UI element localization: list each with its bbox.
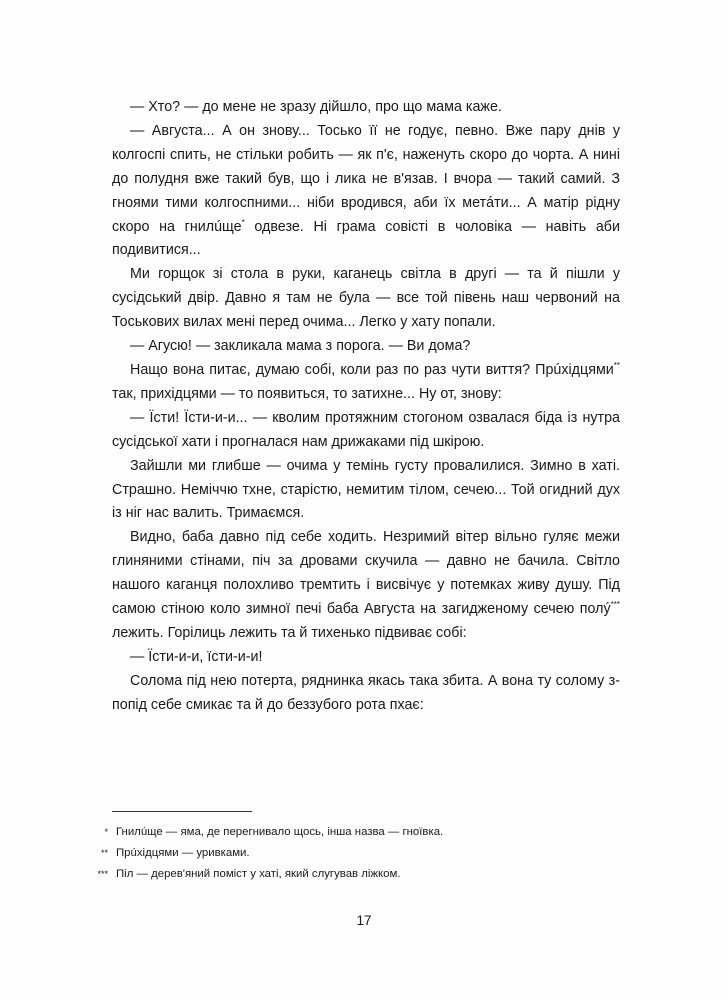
footnote-ref: * [241,217,245,227]
footnote [78,843,638,864]
body-text [112,96,620,718]
paragraph-text-tail: одвезе. Ні грама совісті в чоловіка — навіть аби подивитися... [112,218,620,259]
paragraph-text: Зайшли ми глибше — очима у темінь густу провалилися. Зимно в хаті. Страшно. Неміччю тхне, старістю, немитим тілом, сечею... Той огидний дух із ніг нас валить. Тримаємся. [112,457,620,522]
footnote-text: Гнилúще — яма, де перегнивало щось, інша назва — гноївка. [116,826,444,838]
footnote-mark: * [104,827,108,837]
paragraph [112,335,620,359]
paragraph [112,263,620,335]
paragraph [112,670,620,718]
footnotes [78,822,638,885]
page-number: 17 [356,913,372,928]
paragraph-text: — Їсти! Їсти-и-и... — кволим протяжним стогоном озвалася біда із нутра сусідської хати і прогналася нам дрижаками під шкірою. [112,409,620,450]
paragraph [112,407,620,455]
footnote-ref: ** [613,360,620,370]
paragraph [112,359,620,407]
footnote-mark: *** [97,869,108,879]
footnote-text: Прúхідцями — уривками. [116,847,250,859]
paragraph-text: — Хто? — до мене не зразу дійшло, про що мама каже. [130,99,502,115]
paragraph-text: Солома під нею потерта, ряднинка якась така збита. А вона ту солому з-попід себе смикає та й до беззубого рота пхає: [112,672,620,713]
paragraph-text: Видно, баба давно під себе ходить. Незримий вітер вільно гуляє межи глиняними стінами, піч за дровами скучила — давно не бачила. Світло нашого каганця полохливо тремтить і висвічує у потемках живу душу. Під самою стіною коло зимної печі баба Августа на загидженому сечею полý [112,529,620,618]
footnote [78,864,638,885]
paragraph [112,96,620,120]
footnote-ref: *** [610,600,620,610]
paragraph-text: Нащо вона питає, думаю собі, коли раз по раз чути виття? Прúхідцями [130,361,614,378]
paragraph [112,455,620,527]
footnote-divider [112,811,252,812]
paragraph [112,526,620,646]
paragraph-text: Ми горщок зі стола в руки, каганець світла в другі — та й пішли у сусідський двір. Давно я там не була — все той півень наш червоний на Тоськових вилах мені перед очима... Легко у хату попали. [112,266,620,331]
paragraph [112,120,620,263]
paragraph-text: — Августа... А он знову... Тосько її не годує, певно. Вже пару днів у колгоспі спить, не стільки робить — як п'є, наженуть скоро до чорта. А нині до полудня вже такий був, що і лика не в'язав. І вчора — такий самий. З гноями тими колгоспними... ніби вродився, аби їх метáти... А матір рідну скоро на гнилúще [112,122,620,235]
paragraph [112,646,620,670]
paragraph-text-tail: лежить. Горілиць лежить та й тихенько підвиває собі: [112,624,467,641]
paragraph-text: — Агусю! — закликала мама з порога. — Ви дома? [130,338,471,355]
paragraph-text-tail: так, прихідцями — то появиться, то затихне... Ну от, знову: [112,385,502,402]
footnote [78,822,638,843]
paragraph-text: — Їсти-и-и, їсти-и-и! [130,648,263,665]
footnote-text: Піл — дерев'яний поміст у хаті, який слугував ліжком. [116,868,401,880]
footnote-mark: ** [100,848,108,858]
